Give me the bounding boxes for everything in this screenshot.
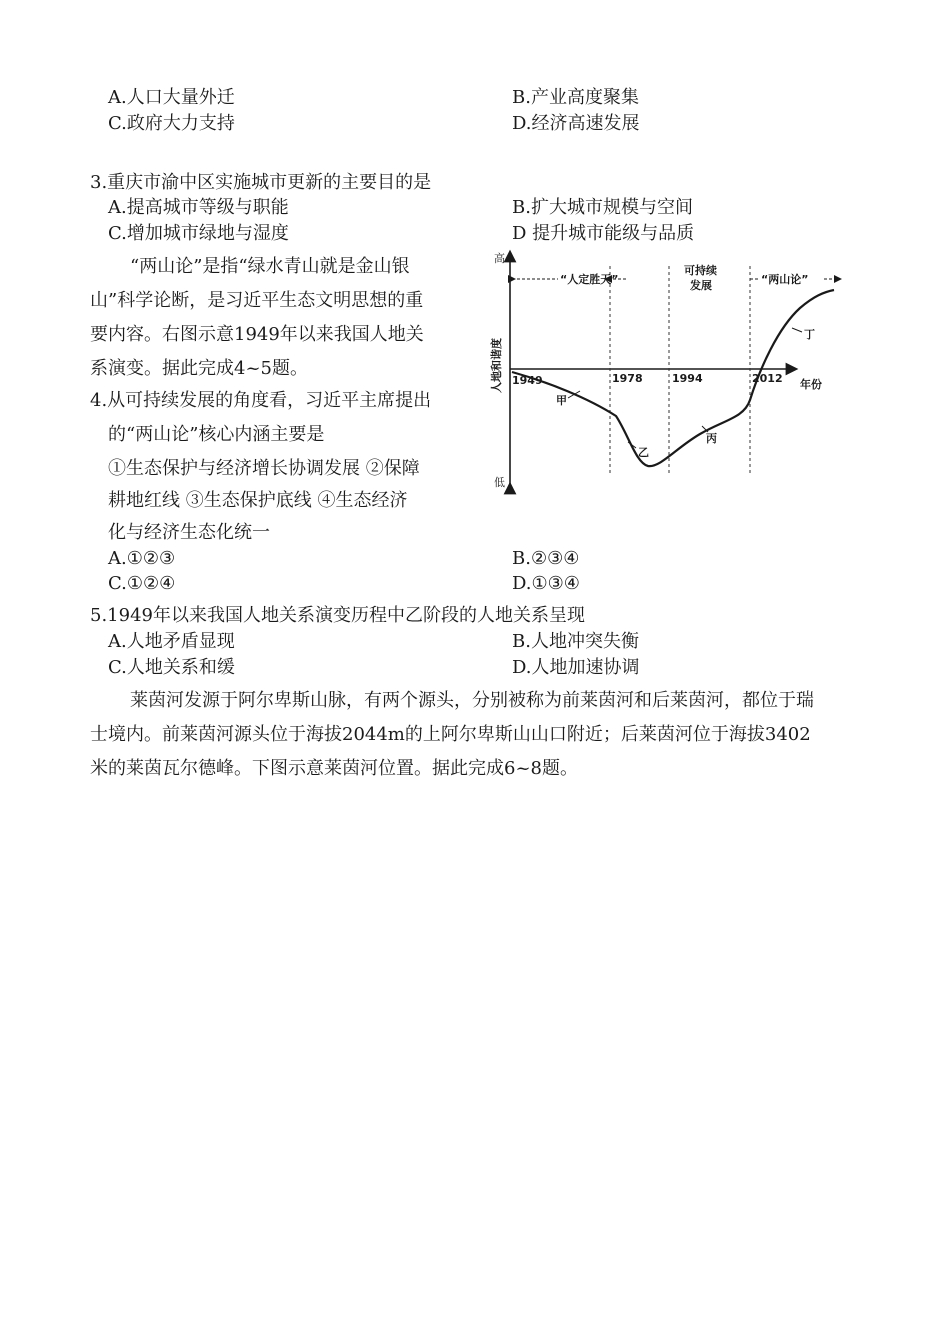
q2-option-d: D.经济高速发展 (512, 113, 640, 134)
q3-option-b: B.扩大城市规模与空间 (512, 197, 693, 218)
q4-option-b: B.②③④ (512, 548, 580, 569)
human-land-relationship-chart (488, 248, 848, 498)
x-tick-1994: 1994 (672, 372, 703, 385)
q4-option-c: C.①②④ (108, 573, 176, 594)
y-high-label: 高 (494, 252, 505, 265)
stage-bing: 丙 (706, 432, 717, 445)
q3-option-c: C.增加城市绿地与湿度 (108, 223, 289, 244)
stage-ding: 丁 (804, 328, 815, 341)
period-label-sustainable-2: 发展 (690, 279, 712, 292)
q4-stem-line1: 4.从可持续发展的角度看，习近平主席提出 (90, 390, 432, 411)
q4-stem-line2: 的“两山论”核心内涵主要是 (108, 424, 325, 445)
intro68-line3: 米的莱茵瓦尔德峰。下图示意莱茵河位置。据此完成6~8题。 (90, 758, 578, 779)
q2-option-c: C.政府大力支持 (108, 113, 235, 134)
period-label-rendingshengtian: “人定胜天” (560, 273, 619, 286)
intro45-line4: 系演变。据此完成4~5题。 (90, 358, 308, 379)
y-axis-title: 人地和谐度 (490, 338, 503, 393)
q3-option-d: D 提升城市能级与品质 (512, 223, 695, 244)
q5-option-a: A.人地矛盾显现 (108, 631, 235, 652)
q5-stem: 5.1949年以来我国人地关系演变历程中乙阶段的人地关系呈现 (90, 605, 585, 626)
intro45-line3: 要内容。右图示意1949年以来我国人地关 (90, 324, 424, 345)
x-tick-2012: 2012 (752, 372, 783, 385)
intro68-line2: 士境内。前莱茵河源头位于海拔2044m的上阿尔卑斯山山口附近；后莱茵河位于海拔3402 (90, 724, 811, 745)
stage-jia: 甲 (556, 394, 567, 407)
q4-item-line3: 化与经济生态化统一 (108, 522, 270, 543)
q4-item-line1: ①生态保护与经济增长协调发展 ②保障 (108, 458, 420, 479)
intro45-line2: 山”科学论断，是习近平生态文明思想的重 (90, 290, 424, 311)
x-tick-1978: 1978 (612, 372, 643, 385)
q4-option-d: D.①③④ (512, 573, 580, 594)
q2-option-a: A.人口大量外迁 (108, 87, 235, 108)
period-label-liangshanlun: “两山论” (761, 273, 809, 286)
period-label-sustainable-1: 可持续 (684, 264, 717, 277)
y-low-label: 低 (494, 476, 505, 489)
x-axis-title: 年份 (800, 378, 822, 391)
q2-option-b: B.产业高度聚集 (512, 87, 639, 108)
x-tick-1949: 1949 (512, 374, 543, 387)
q3-option-a: A.提高城市等级与职能 (108, 197, 289, 218)
intro45-line1: “两山论”是指“绿水青山就是金山银 (130, 256, 410, 277)
q3-stem: 3.重庆市渝中区实施城市更新的主要目的是 (90, 172, 432, 193)
q4-item-line2: 耕地红线 ③生态保护底线 ④生态经济 (108, 490, 408, 511)
q5-option-d: D.人地加速协调 (512, 657, 640, 678)
q5-option-c: C.人地关系和缓 (108, 657, 235, 678)
q5-option-b: B.人地冲突失衡 (512, 631, 639, 652)
q4-option-a: A.①②③ (108, 548, 176, 569)
stage-yi: 乙 (638, 446, 649, 459)
intro68-line1: 莱茵河发源于阿尔卑斯山脉，有两个源头，分别被称为前莱茵河和后莱茵河，都位于瑞 (130, 690, 814, 711)
